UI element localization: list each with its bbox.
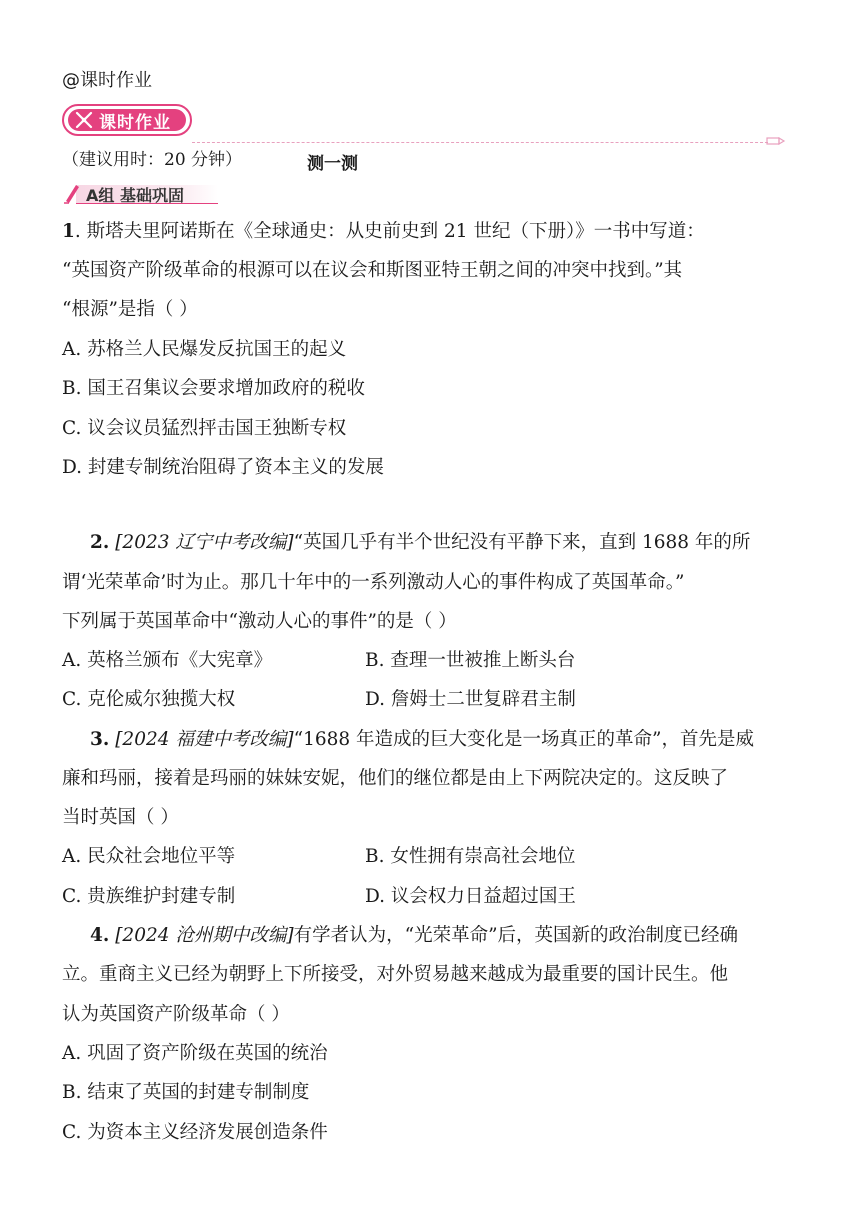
option-b[interactable]: B. 女性拥有崇高社会地位 [365, 846, 576, 867]
question-1-line-2: “英国资产阶级革命的根源可以在议会和斯图亚特王朝之间的冲突中找到。”其 [62, 260, 683, 281]
question-source: [2023 辽宁中考改编] [115, 532, 294, 553]
question-4-line-2: 立。重商主义已经为朝野上下所接受，对外贸易越来越成为最重要的国计民生。他 [62, 964, 729, 985]
question-1-line-3: “根源”是指（ ） [62, 299, 198, 320]
pencil-icon [766, 134, 786, 148]
option-d[interactable]: D. 詹姆士二世复辟君主制 [365, 689, 576, 710]
option-b[interactable]: B. 查理一世被推上断头台 [365, 650, 576, 671]
option-c[interactable]: C. 克伦威尔独揽大权 [62, 689, 236, 710]
option-c[interactable]: C. 议会议员猛烈抨击国王独断专权 [62, 418, 347, 439]
question-source: [2024 沧州期中改编] [115, 925, 294, 946]
badge-label: 课时作业 [99, 112, 171, 133]
question-number: 3. [90, 729, 110, 750]
test-label: 测一测 [307, 154, 358, 174]
pen-icon [62, 182, 82, 204]
question-4-line-1: 4. [2024 沧州期中改编]有学者认为，“光荣革命”后，英国新的政治制度已经确 [90, 925, 739, 946]
question-3-line-1: 3. [2024 福建中考改编]“1688 年造成的巨大变化是一场真正的革命”，首先是威 [90, 729, 755, 750]
option-a[interactable]: A. 英格兰颁布《大宪章》 [62, 650, 273, 671]
question-number: 2. [90, 532, 110, 553]
option-a[interactable]: A. 苏格兰人民爆发反抗国王的起义 [62, 339, 347, 360]
group-tag [62, 182, 220, 204]
option-b[interactable]: B. 结束了英国的封建专制制度 [62, 1082, 310, 1103]
option-c[interactable]: C. 贵族维护封建专制 [62, 886, 236, 907]
pencil-ruler-icon [74, 110, 94, 130]
option-b[interactable]: B. 国王召集议会要求增加政府的税收 [62, 378, 365, 399]
question-1-line-1: 1. 斯塔夫里阿诺斯在《全球通史：从史前史到 21 世纪（下册）》一书中写道： [62, 221, 705, 242]
option-d[interactable]: D. 封建专制统治阻碍了资本主义的发展 [62, 457, 384, 478]
divider [192, 142, 768, 143]
option-a[interactable]: A. 民众社会地位平等 [62, 846, 236, 867]
question-number: 4. [90, 925, 110, 946]
question-number: 1 [62, 221, 75, 242]
question-4-line-3: 认为英国资产阶级革命（ ） [62, 1004, 290, 1025]
option-c[interactable]: C. 为资本主义经济发展创造条件 [62, 1122, 328, 1143]
group-label: A组 基础巩固 [86, 186, 184, 205]
time-hint: （建议用时：20 分钟） [62, 150, 243, 170]
option-d[interactable]: D. 议会权力日益超过国王 [365, 886, 576, 907]
question-3-line-3: 当时英国（ ） [62, 807, 179, 828]
section-tag: @课时作业 [62, 70, 152, 91]
question-source: [2024 福建中考改编] [115, 729, 294, 750]
question-2-line-3: 下列属于英国革命中“激动人心的事件”的是（ ） [62, 611, 457, 632]
question-3-line-2: 廉和玛丽，接着是玛丽的妹妹安妮，他们的继位都是由上下两院决定的。这反映了 [62, 768, 729, 789]
question-2-line-1: 2. [2023 辽宁中考改编]“英国几乎有半个世纪没有平静下来，直到 1688 年的所 [90, 532, 751, 553]
section-badge [62, 104, 192, 136]
option-a[interactable]: A. 巩固了资产阶级在英国的统治 [62, 1043, 328, 1064]
question-2-line-2: 谓‘光荣革命’时为止。那几十年中的一系列激动人心的事件构成了英国革命。” [62, 572, 685, 593]
